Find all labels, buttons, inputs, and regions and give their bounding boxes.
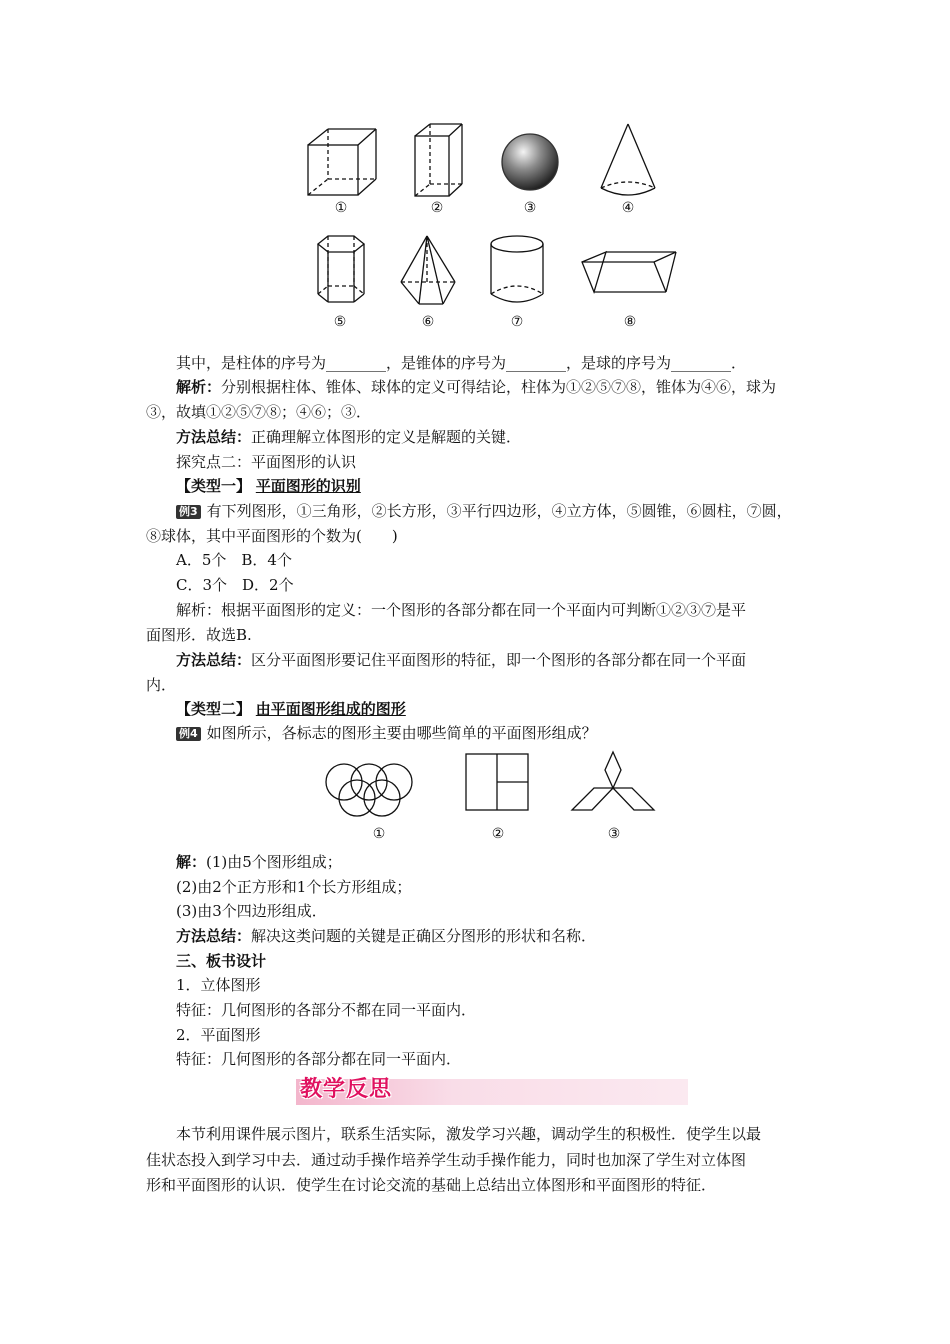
example3-summary-line1 — [176, 649, 746, 671]
example2-question: 其中，是柱体的序号为________，是锥体的序号为________，是球的序号为________． — [176, 354, 747, 372]
example3-analysis-line1: 解析：根据平面图形的定义：一个图形的各部分都在同一个平面内可判断①②③⑦是平 — [176, 601, 747, 619]
example4-solution-2: (2)由2个正方形和1个长方形组成； — [176, 878, 412, 896]
example3-tag: 例3 — [176, 505, 201, 519]
example2-analysis-line1 — [176, 376, 776, 398]
board-item-2-feature: 特征：几何图形的各部分都在同一平面内． — [176, 1050, 462, 1068]
logo-caption-2: ② — [491, 826, 505, 842]
caption-8: ⑧ — [623, 314, 637, 330]
cylinder-figure — [488, 232, 552, 312]
summary-label: 方法总结： — [176, 927, 252, 945]
type1-bracket: 【类型一】 — [176, 477, 252, 495]
example3-question-line2: ⑧球体，其中平面图形的个数为( ) — [146, 527, 398, 545]
example3-question-text: 有下列图形，①三角形，②长方形，③平行四边形，④立方体，⑤圆锥，⑥圆柱，⑦圆， — [206, 502, 792, 520]
summary-text: 正确理解立体图形的定义是解题的关键． — [251, 428, 522, 446]
example4-tag: 例4 — [176, 727, 201, 741]
reflection-line-3: 形和平面图形的认识．使学生在讨论交流的基础上总结出立体图形和平面图形的特征． — [146, 1176, 717, 1194]
logo-caption-3: ③ — [607, 826, 621, 842]
rhombus-logo-figure — [568, 748, 663, 816]
triangular-prism-figure — [578, 248, 683, 298]
squares-logo-figure — [462, 750, 532, 815]
board-item-2: 2．平面图形 — [176, 1026, 261, 1044]
olympic-rings-figure — [322, 760, 417, 820]
caption-2: ② — [430, 200, 444, 216]
pyramid-figure — [395, 232, 465, 312]
type1-heading — [176, 475, 361, 497]
reflection-line-2: 佳状态投入到学习中去．通过动手操作培养学生动手操作能力，同时也加深了学生对立体图 — [146, 1151, 747, 1169]
caption-3: ③ — [523, 200, 537, 216]
solution-label: 解： — [176, 853, 207, 871]
example4-summary — [176, 925, 596, 947]
caption-4: ④ — [621, 200, 635, 216]
exploration-point-2: 探究点二：平面图形的认识 — [176, 453, 357, 471]
example4-question — [176, 722, 597, 744]
solution-text: (1)由5个图形组成； — [206, 853, 342, 871]
example3-analysis-line2: 面图形．故选B. — [146, 626, 252, 644]
board-heading: 三、板书设计 — [176, 952, 267, 970]
example3-options-cd: C．3个 D．2个 — [176, 576, 294, 594]
example2-analysis-line2: ③，故填①②⑤⑦⑧；④⑥；③． — [146, 403, 372, 421]
type2-title: 由平面图形组成的图形 — [255, 700, 406, 718]
example3-options-ab: A．5个 B．4个 — [176, 551, 292, 569]
type2-bracket: 【类型二】 — [176, 700, 252, 718]
cone-figure — [595, 120, 665, 202]
example3-question-line1 — [176, 500, 792, 522]
hexagonal-prism-figure — [312, 232, 372, 312]
example2-summary — [176, 426, 521, 448]
analysis-label: 解析： — [176, 378, 222, 396]
caption-6: ⑥ — [421, 314, 435, 330]
cuboid-figure — [410, 120, 470, 200]
board-item-1: 1．立体图形 — [176, 976, 261, 994]
caption-5: ⑤ — [333, 314, 347, 330]
board-item-1-feature: 特征：几何图形的各部分不都在同一平面内． — [176, 1001, 477, 1019]
caption-7: ⑦ — [510, 314, 524, 330]
sphere-figure — [500, 132, 562, 194]
summary-text: 区分平面图形要记住平面图形的特征，即一个图形的各部分都在同一个平面 — [251, 651, 747, 669]
cube-figure — [300, 125, 380, 200]
caption-1: ① — [334, 200, 348, 216]
type2-heading — [176, 698, 406, 720]
reflection-line-1: 本节利用课件展示图片，联系生活实际，激发学习兴趣，调动学生的积极性．使学生以最 — [176, 1125, 762, 1143]
analysis-text: 分别根据柱体、锥体、球体的定义可得结论，柱体为①②⑤⑦⑧，锥体为④⑥，球为 — [221, 378, 777, 396]
logo-caption-1: ① — [372, 826, 386, 842]
summary-text: 解决这类问题的关键是正确区分图形的形状和名称． — [251, 927, 597, 945]
summary-label: 方法总结： — [176, 651, 252, 669]
example4-question-text: 如图所示，各标志的图形主要由哪些简单的平面图形组成？ — [206, 724, 597, 742]
example3-summary-line2: 内． — [146, 676, 177, 694]
type1-title: 平面图形的识别 — [255, 477, 361, 495]
reflection-banner-title: 教学反思 — [300, 1077, 393, 1102]
example4-solution-3: (3)由3个四边形组成． — [176, 902, 327, 920]
summary-label: 方法总结： — [176, 428, 252, 446]
example4-solution-1 — [176, 851, 342, 873]
